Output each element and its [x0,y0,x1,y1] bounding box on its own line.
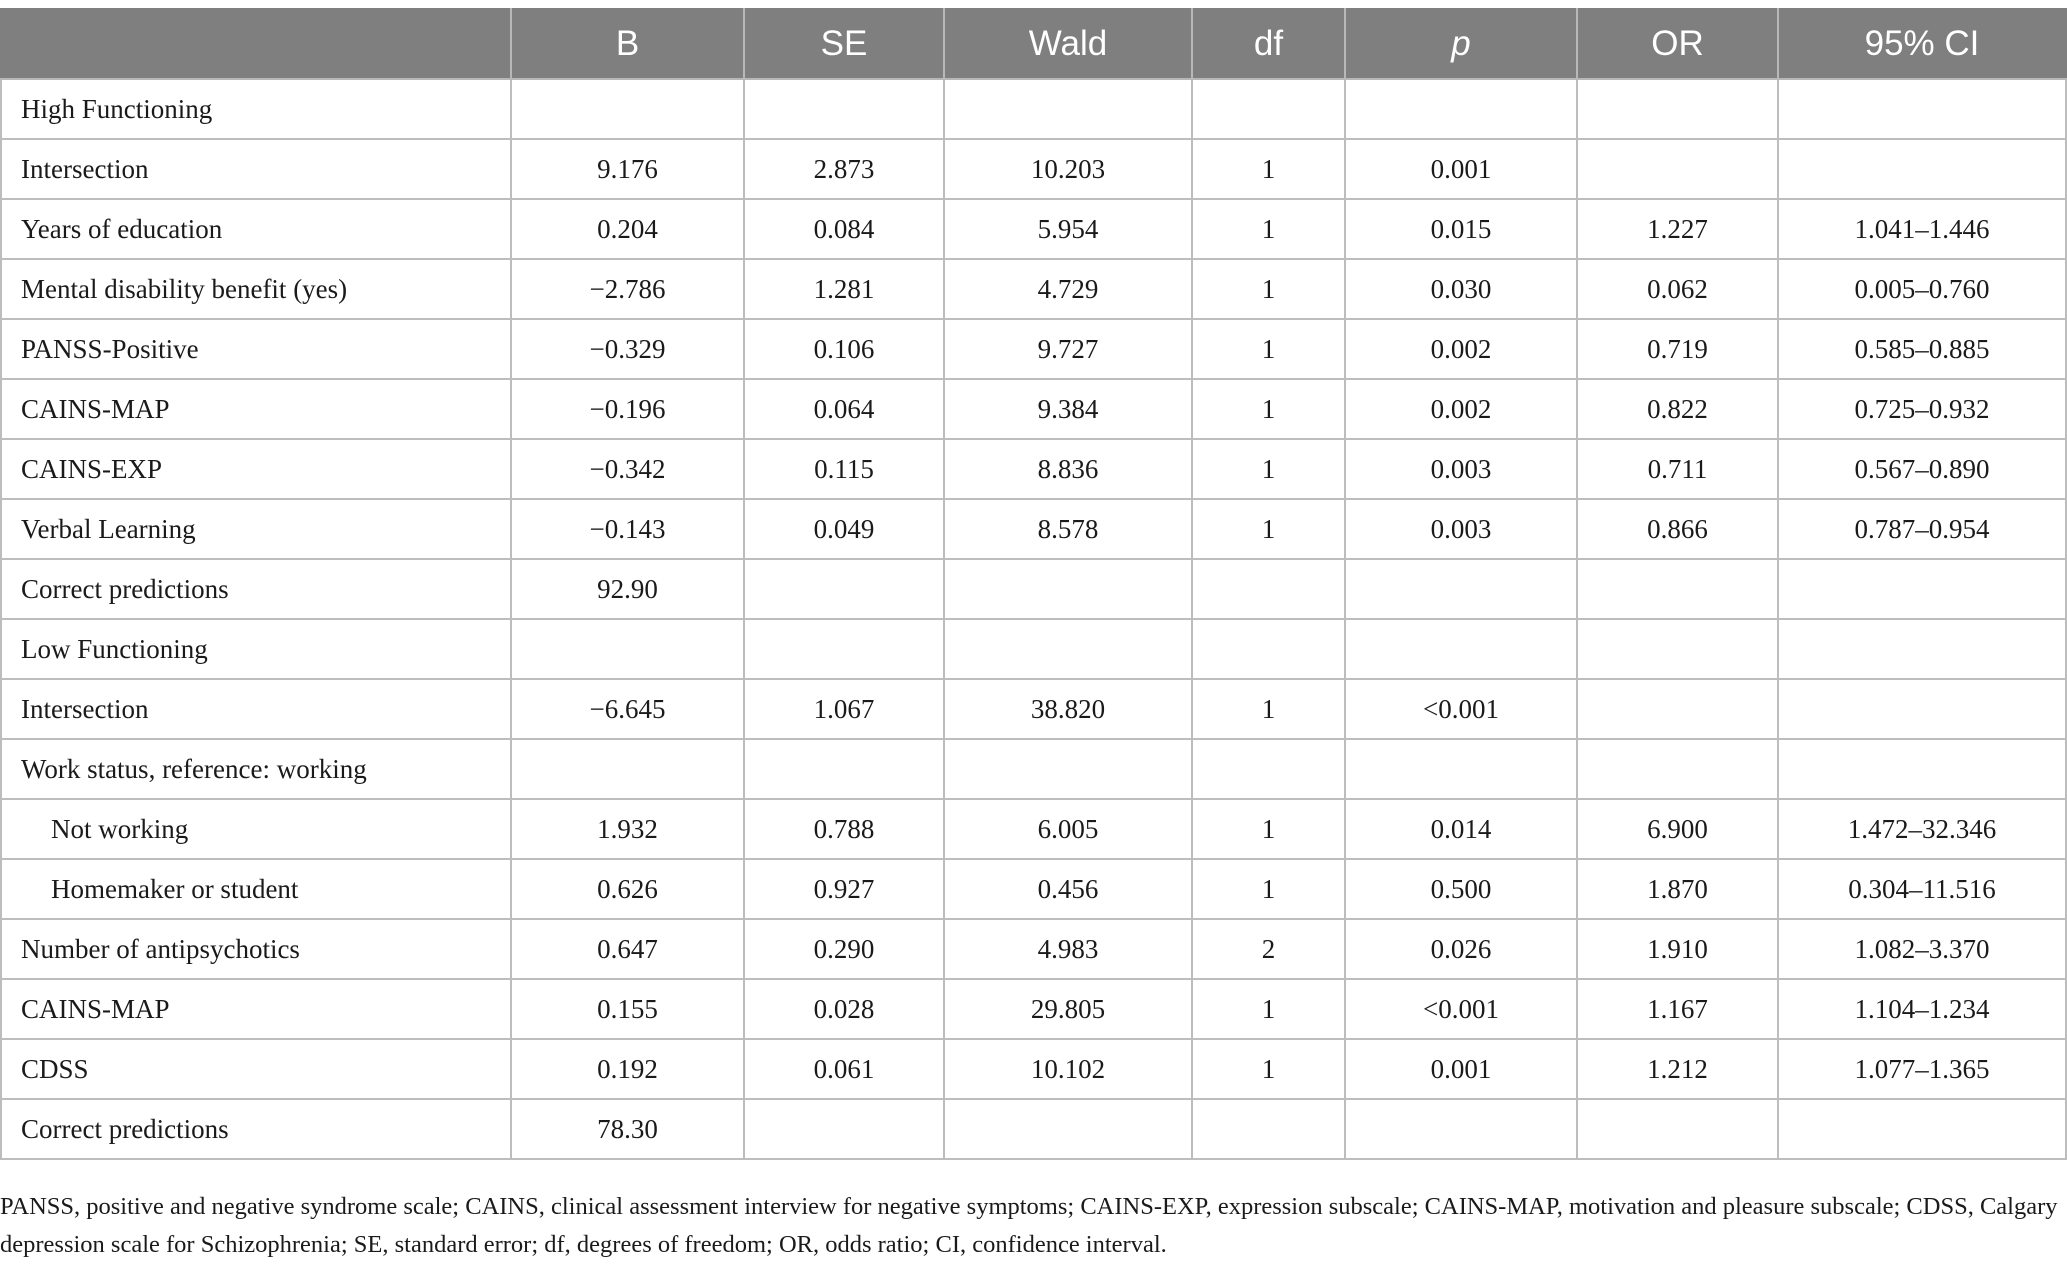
cell-wald: 9.727 [944,319,1192,379]
cell-b: 9.176 [511,139,744,199]
cell-b: 0.155 [511,979,744,1039]
cell-wald: 5.954 [944,199,1192,259]
cell-or: 0.866 [1577,499,1778,559]
cell-df: 1 [1192,139,1345,199]
cell-or [1577,139,1778,199]
cell-ci: 1.082–3.370 [1778,919,2066,979]
cell-p: 0.001 [1345,1039,1577,1099]
cell-or [1577,739,1778,799]
table-row [1,1039,2066,1099]
header-variable [1,9,511,79]
cell-df: 1 [1192,799,1345,859]
cell-b [511,79,744,139]
header-row [1,9,2066,79]
cell-wald: 6.005 [944,799,1192,859]
cell-ci: 0.585–0.885 [1778,319,2066,379]
cell-wald: 4.729 [944,259,1192,319]
row-label: Work status, reference: working [1,739,511,799]
regression-table [0,8,2067,1160]
cell-ci: 0.005–0.760 [1778,259,2066,319]
cell-ci: 1.077–1.365 [1778,1039,2066,1099]
cell-ci [1778,679,2066,739]
cell-or: 1.227 [1577,199,1778,259]
table-footnote: PANSS, positive and negative syndrome scale; CAINS, clinical assessment interview for negative symptoms; CAINS-EXP, expression subscale; CAINS-MAP, motivation and pleasure subscale; CDSS, Calgary depression scale for Schizophrenia; SE, standard error; df, degrees of freedom; OR, odds ratio; CI, confidence interval. [0,1193,2058,1258]
cell-p: 0.500 [1345,859,1577,919]
header-p: p [1345,9,1577,79]
cell-p [1345,619,1577,679]
cell-df: 1 [1192,199,1345,259]
row-label: Intersection [1,679,511,739]
cell-p: 0.002 [1345,319,1577,379]
cell-ci: 0.725–0.932 [1778,379,2066,439]
table-row [1,379,2066,439]
cell-or: 6.900 [1577,799,1778,859]
cell-p: 0.030 [1345,259,1577,319]
cell-or: 0.062 [1577,259,1778,319]
cell-df: 1 [1192,439,1345,499]
cell-wald: 8.836 [944,439,1192,499]
cell-b: −0.196 [511,379,744,439]
header-or: OR [1577,9,1778,79]
cell-df: 1 [1192,859,1345,919]
table-row [1,559,2066,619]
cell-ci [1778,739,2066,799]
table-row [1,919,2066,979]
row-label: Low Functioning [1,619,511,679]
cell-se: 0.106 [744,319,944,379]
cell-se [744,739,944,799]
cell-se: 0.927 [744,859,944,919]
table-row [1,259,2066,319]
cell-ci [1778,1099,2066,1159]
row-label: Verbal Learning [1,499,511,559]
cell-p: 0.014 [1345,799,1577,859]
table-row [1,139,2066,199]
cell-wald [944,739,1192,799]
table-row [1,799,2066,859]
cell-se [744,1099,944,1159]
table-row [1,439,2066,499]
cell-p [1345,739,1577,799]
cell-df: 2 [1192,919,1345,979]
cell-or: 0.822 [1577,379,1778,439]
header-ci: 95% CI [1778,9,2066,79]
cell-or [1577,679,1778,739]
cell-or: 0.719 [1577,319,1778,379]
cell-df: 1 [1192,319,1345,379]
cell-wald: 8.578 [944,499,1192,559]
cell-ci: 0.304–11.516 [1778,859,2066,919]
cell-se: 0.064 [744,379,944,439]
cell-ci [1778,139,2066,199]
cell-se: 0.084 [744,199,944,259]
table-body [1,79,2066,1159]
cell-p: <0.001 [1345,979,1577,1039]
cell-or [1577,559,1778,619]
header-df: df [1192,9,1345,79]
row-label: Correct predictions [1,1099,511,1159]
cell-se: 1.281 [744,259,944,319]
cell-wald [944,79,1192,139]
table-row [1,979,2066,1039]
cell-wald: 10.203 [944,139,1192,199]
cell-p: 0.003 [1345,439,1577,499]
cell-or: 1.870 [1577,859,1778,919]
cell-b: −6.645 [511,679,744,739]
row-label: Intersection [1,139,511,199]
row-label: CDSS [1,1039,511,1099]
cell-or [1577,79,1778,139]
cell-b: −0.329 [511,319,744,379]
cell-p [1345,79,1577,139]
cell-or [1577,619,1778,679]
cell-se: 0.049 [744,499,944,559]
cell-wald [944,559,1192,619]
header-se: SE [744,9,944,79]
cell-p: 0.026 [1345,919,1577,979]
cell-b: 0.204 [511,199,744,259]
cell-p: 0.002 [1345,379,1577,439]
header-wald: Wald [944,9,1192,79]
row-label: Correct predictions [1,559,511,619]
header-b: B [511,9,744,79]
table-row [1,199,2066,259]
row-label: Number of antipsychotics [1,919,511,979]
cell-df: 1 [1192,379,1345,439]
cell-b: −2.786 [511,259,744,319]
cell-wald [944,619,1192,679]
cell-wald: 9.384 [944,379,1192,439]
row-label: Mental disability benefit (yes) [1,259,511,319]
cell-ci: 0.567–0.890 [1778,439,2066,499]
cell-df: 1 [1192,679,1345,739]
cell-ci: 1.472–32.346 [1778,799,2066,859]
cell-b: 0.626 [511,859,744,919]
cell-se: 0.061 [744,1039,944,1099]
cell-b: −0.143 [511,499,744,559]
cell-b: 78.30 [511,1099,744,1159]
row-label: High Functioning [1,79,511,139]
row-label: CAINS-EXP [1,439,511,499]
cell-se: 1.067 [744,679,944,739]
cell-se: 0.788 [744,799,944,859]
cell-b: 0.192 [511,1039,744,1099]
cell-df [1192,739,1345,799]
cell-wald: 38.820 [944,679,1192,739]
row-label: PANSS-Positive [1,319,511,379]
cell-p: <0.001 [1345,679,1577,739]
row-label: Not working [1,799,511,859]
cell-p: 0.003 [1345,499,1577,559]
table-row [1,619,2066,679]
cell-se [744,79,944,139]
table-row [1,79,2066,139]
cell-p: 0.001 [1345,139,1577,199]
row-label: CAINS-MAP [1,379,511,439]
cell-b [511,739,744,799]
cell-ci: 0.787–0.954 [1778,499,2066,559]
row-label: Homemaker or student [1,859,511,919]
cell-b: 0.647 [511,919,744,979]
cell-b: 1.932 [511,799,744,859]
cell-se [744,619,944,679]
cell-df: 1 [1192,979,1345,1039]
row-label: CAINS-MAP [1,979,511,1039]
cell-se: 2.873 [744,139,944,199]
cell-df: 1 [1192,499,1345,559]
cell-se [744,559,944,619]
cell-ci [1778,79,2066,139]
cell-df: 1 [1192,259,1345,319]
cell-b: −0.342 [511,439,744,499]
table-row [1,499,2066,559]
cell-se: 0.115 [744,439,944,499]
table-row [1,859,2066,919]
cell-wald [944,1099,1192,1159]
cell-or: 1.212 [1577,1039,1778,1099]
cell-df [1192,559,1345,619]
cell-df [1192,79,1345,139]
table-row [1,1099,2066,1159]
cell-or: 1.167 [1577,979,1778,1039]
cell-b: 92.90 [511,559,744,619]
cell-ci [1778,619,2066,679]
cell-p: 0.015 [1345,199,1577,259]
cell-wald: 10.102 [944,1039,1192,1099]
cell-or: 1.910 [1577,919,1778,979]
cell-wald: 0.456 [944,859,1192,919]
table-row [1,319,2066,379]
cell-wald: 29.805 [944,979,1192,1039]
cell-ci [1778,559,2066,619]
cell-se: 0.028 [744,979,944,1039]
cell-b [511,619,744,679]
table-row [1,739,2066,799]
cell-df: 1 [1192,1039,1345,1099]
cell-se: 0.290 [744,919,944,979]
cell-wald: 4.983 [944,919,1192,979]
cell-ci: 1.104–1.234 [1778,979,2066,1039]
cell-p [1345,1099,1577,1159]
cell-or: 0.711 [1577,439,1778,499]
cell-p [1345,559,1577,619]
cell-or [1577,1099,1778,1159]
cell-df [1192,1099,1345,1159]
cell-df [1192,619,1345,679]
cell-ci: 1.041–1.446 [1778,199,2066,259]
table-row [1,679,2066,739]
table-header [1,9,2066,79]
row-label: Years of education [1,199,511,259]
